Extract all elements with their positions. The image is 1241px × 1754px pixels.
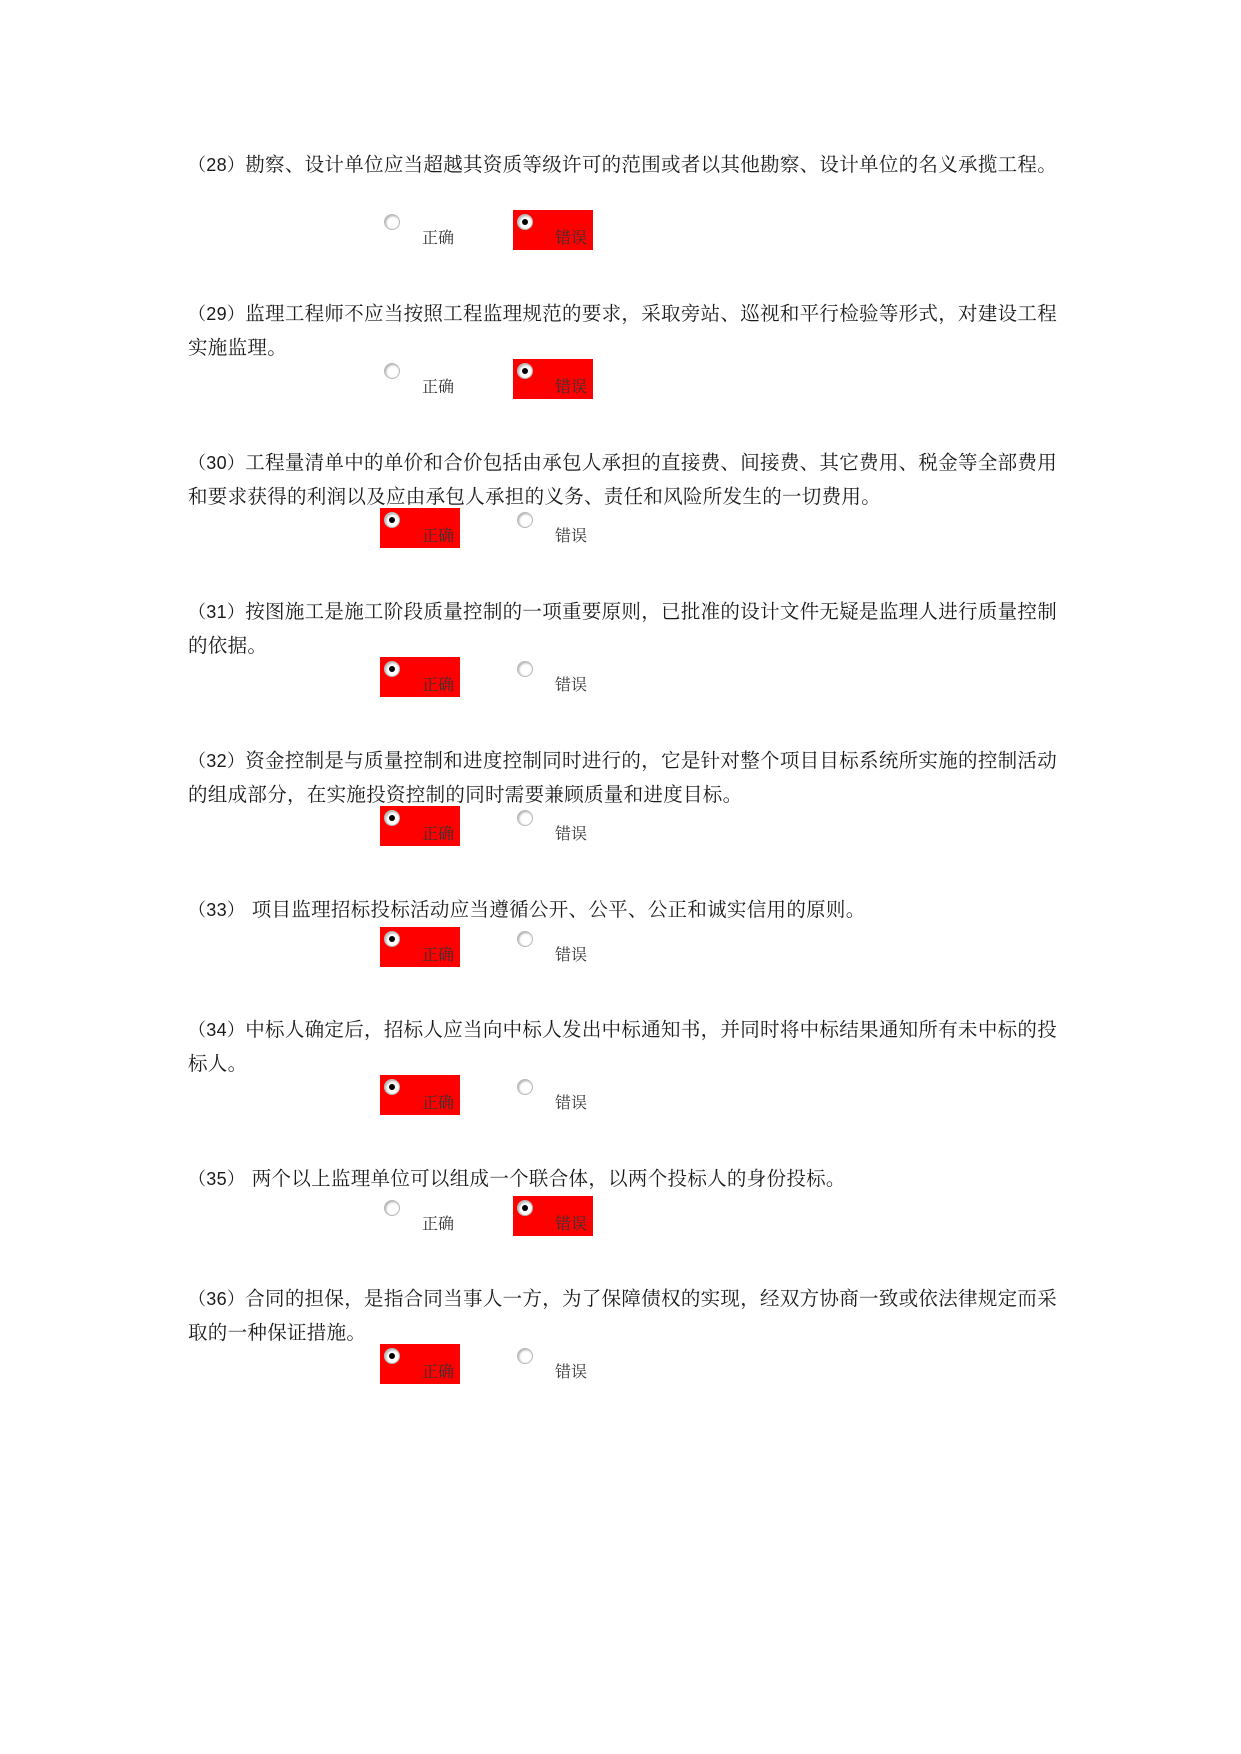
question-body: 监理工程师不应当按照工程监理规范的要求，采取旁站、巡视和平行检验等形式，对建设工程实施监理。	[188, 302, 1058, 359]
option-true-selected[interactable]	[380, 508, 460, 548]
option-true[interactable]	[380, 210, 460, 250]
option-false-label: 错误	[555, 228, 588, 247]
option-true-label: 正确	[422, 1214, 455, 1233]
option-false-selected[interactable]	[513, 359, 593, 399]
option-true-selected[interactable]	[380, 657, 460, 697]
radio-checked-icon[interactable]	[517, 1200, 533, 1216]
question-number: （36）	[188, 1289, 246, 1309]
option-true-label: 正确	[422, 945, 455, 964]
option-true[interactable]	[380, 359, 460, 399]
option-true-selected[interactable]	[380, 1075, 460, 1115]
radio-checked-icon[interactable]	[384, 512, 400, 528]
radio-checked-icon[interactable]	[517, 214, 533, 230]
radio-checked-icon[interactable]	[517, 363, 533, 379]
answer-options	[188, 508, 1058, 548]
question-text	[188, 1282, 1058, 1350]
option-false-selected[interactable]	[513, 1196, 593, 1236]
radio-checked-icon[interactable]	[384, 1079, 400, 1095]
radio-checked-icon[interactable]	[384, 661, 400, 677]
option-false[interactable]	[513, 927, 593, 967]
radio-unchecked-icon[interactable]	[517, 1348, 533, 1364]
radio-unchecked-icon[interactable]	[517, 1079, 533, 1095]
question-30	[188, 446, 1058, 545]
option-true-label: 正确	[422, 824, 455, 843]
option-true-selected[interactable]	[380, 927, 460, 967]
question-body: 按图施工是施工阶段质量控制的一项重要原则，已批准的设计文件无疑是监理人进行质量控制的依据。	[188, 600, 1058, 657]
option-false-label: 错误	[555, 1214, 588, 1233]
question-text	[188, 893, 1058, 927]
question-28	[188, 148, 1058, 247]
answer-options	[188, 1196, 1058, 1236]
answer-options	[188, 359, 1058, 399]
option-true-label: 正确	[422, 377, 455, 396]
question-body: 项目监理招标投标活动应当遵循公开、公平、公正和诚实信用的原则。	[245, 898, 866, 921]
question-number: （34）	[188, 1020, 246, 1040]
radio-unchecked-icon[interactable]	[384, 214, 400, 230]
answer-options	[188, 806, 1058, 846]
question-number: （35）	[188, 1169, 246, 1189]
radio-unchecked-icon[interactable]	[517, 931, 533, 947]
question-number: （28）	[188, 155, 246, 175]
question-text	[188, 148, 1058, 182]
question-number: （30）	[188, 453, 246, 473]
answer-options	[188, 657, 1058, 697]
radio-unchecked-icon[interactable]	[517, 810, 533, 826]
question-number: （29）	[188, 304, 246, 324]
question-text	[188, 744, 1058, 812]
radio-checked-icon[interactable]	[384, 1348, 400, 1364]
question-text	[188, 595, 1058, 663]
radio-unchecked-icon[interactable]	[517, 661, 533, 677]
option-false[interactable]	[513, 508, 593, 548]
question-number: （32）	[188, 751, 246, 771]
option-false[interactable]	[513, 806, 593, 846]
option-true-label: 正确	[422, 1093, 455, 1112]
question-body: 勘察、设计单位应当超越其资质等级许可的范围或者以其他勘察、设计单位的名义承揽工程。	[245, 153, 1058, 176]
option-true[interactable]	[380, 1196, 460, 1236]
answer-options	[188, 927, 1058, 967]
option-true-label: 正确	[422, 1362, 455, 1381]
option-true-selected[interactable]	[380, 1344, 460, 1384]
question-34	[188, 1013, 1058, 1112]
option-false-label: 错误	[555, 824, 588, 843]
question-35	[188, 1162, 1058, 1233]
option-false-label: 错误	[555, 1093, 588, 1112]
option-true-label: 正确	[422, 526, 455, 545]
option-true-label: 正确	[422, 675, 455, 694]
option-false[interactable]	[513, 1075, 593, 1115]
radio-checked-icon[interactable]	[384, 810, 400, 826]
radio-checked-icon[interactable]	[384, 931, 400, 947]
radio-unchecked-icon[interactable]	[384, 363, 400, 379]
question-body: 资金控制是与质量控制和进度控制同时进行的，它是针对整个项目目标系统所实施的控制活动的组成部分，在实施投资控制的同时需要兼顾质量和进度目标。	[188, 749, 1058, 806]
option-false-label: 错误	[555, 945, 588, 964]
radio-unchecked-icon[interactable]	[517, 512, 533, 528]
option-false[interactable]	[513, 657, 593, 697]
answer-options	[188, 1075, 1058, 1115]
option-false-label: 错误	[555, 675, 588, 694]
question-text	[188, 1013, 1058, 1081]
option-false-label: 错误	[555, 377, 588, 396]
option-true-label: 正确	[422, 228, 455, 247]
option-false-label: 错误	[555, 1362, 588, 1381]
question-body: 两个以上监理单位可以组成一个联合体，以两个投标人的身份投标。	[245, 1167, 846, 1190]
option-true-selected[interactable]	[380, 806, 460, 846]
question-32	[188, 744, 1058, 843]
question-text	[188, 1162, 1058, 1196]
option-false-selected[interactable]	[513, 210, 593, 250]
question-36	[188, 1282, 1058, 1381]
question-33	[188, 893, 1058, 964]
question-29	[188, 297, 1058, 396]
question-text	[188, 297, 1058, 365]
option-false[interactable]	[513, 1344, 593, 1384]
question-body: 工程量清单中的单价和合价包括由承包人承担的直接费、间接费、其它费用、税金等全部费用和要求获得的利润以及应由承包人承担的义务、责任和风险所发生的一切费用。	[188, 451, 1058, 508]
question-number: （31）	[188, 602, 246, 622]
option-false-label: 错误	[555, 526, 588, 545]
question-31	[188, 595, 1058, 694]
answer-options	[188, 1344, 1058, 1384]
answer-options	[188, 210, 1058, 250]
question-number: （33）	[188, 900, 246, 920]
question-body: 合同的担保，是指合同当事人一方，为了保障债权的实现，经双方协商一致或依法律规定而采取的一种保证措施。	[188, 1287, 1058, 1344]
question-body: 中标人确定后，招标人应当向中标人发出中标通知书，并同时将中标结果通知所有未中标的投标人。	[188, 1018, 1058, 1075]
radio-unchecked-icon[interactable]	[384, 1200, 400, 1216]
question-text	[188, 446, 1058, 514]
